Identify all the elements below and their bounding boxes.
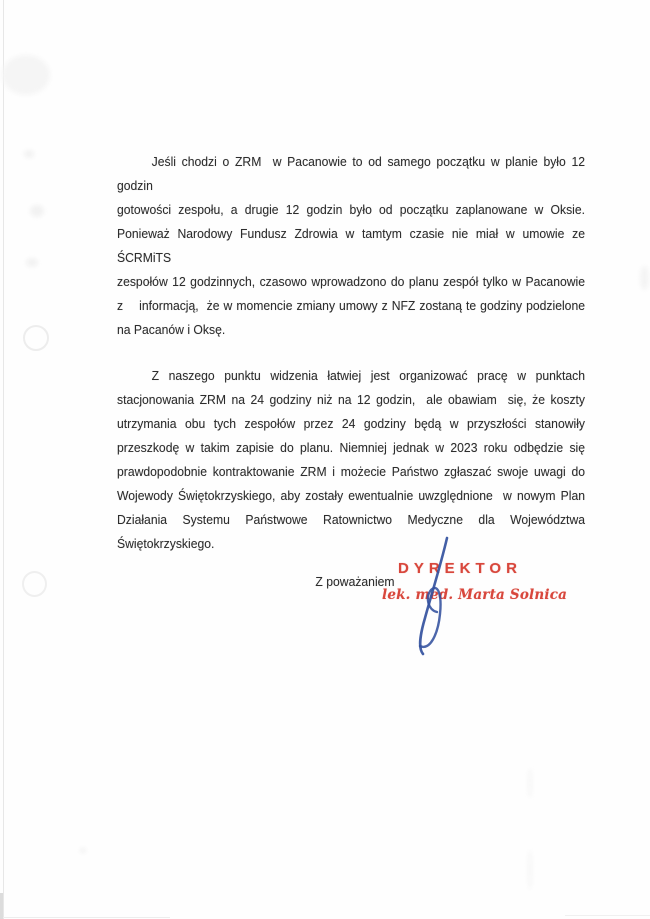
closing-salutation: Z poważaniem	[315, 574, 395, 589]
punch-hole-mark	[22, 571, 47, 597]
letter-line: Ponieważ Narodowy Fundusz Zdrowia w tamtym czasie nie miał w umowie ze ŚCRMiTS	[117, 226, 585, 265]
paragraph-1	[117, 150, 585, 342]
letter-line: Z naszego punktu widzenia łatwiej jest organizować pracę w punktach	[151, 368, 585, 383]
letter-line: gotowości zespołu, a drugie 12 godzin było od początku zaplanowane w Oksie.	[117, 202, 585, 217]
punch-hole-mark	[23, 325, 49, 351]
letter-line: Jeśli chodzi o ZRM w Pacanowie to od samego początku w planie było 12 godzin	[117, 154, 585, 193]
scan-artifact-smudge	[26, 258, 38, 267]
letter-body	[117, 150, 585, 594]
scan-artifact-smudge	[24, 150, 34, 158]
scan-edge-line	[565, 915, 650, 916]
letter-line: utrzymania obu tych zespołów przez 24 godziny będą w przyszłości stanowiły	[117, 416, 585, 431]
letter-line: zespołów 12 godzinnych, czasowo wprowadzono do planu zespół tylko w Pacanowie	[117, 274, 585, 289]
letter-line: prawdopodobnie kontraktowanie ZRM i możecie Państwo zgłaszać swoje uwagi do	[117, 464, 585, 479]
letter-line: Świętokrzyskiego.	[117, 536, 215, 551]
letter-line: Wojewody Świętokrzyskiego, aby zostały ewentualnie uwzględnione w nowym Plan	[117, 488, 585, 503]
scan-edge-line	[0, 893, 3, 919]
scan-artifact-smudge	[80, 848, 86, 853]
scan-artifact-smudge	[2, 55, 50, 95]
scan-artifact-smudge	[30, 205, 44, 217]
scan-edge-line	[3, 0, 4, 919]
scan-artifact-smudge	[640, 266, 649, 290]
letter-line: na Pacanów i Oksę.	[117, 322, 226, 337]
letter-line: Działania Systemu Państwowe Ratownictwo Medyczne dla Województwa	[117, 512, 585, 527]
scan-artifact-smudge	[528, 768, 532, 798]
letter-line: stacjonowania ZRM na 24 godziny niż na 12 godzin, ale obawiam się, że koszty	[117, 392, 585, 407]
letter-line: z informacją, że w momencie zmiany umowy z NFZ zostaną te godziny podzielone	[117, 298, 585, 313]
scan-edge-line	[0, 917, 170, 918]
handwritten-signature-ink	[405, 530, 465, 660]
paragraph-2	[117, 364, 585, 556]
director-stamp-title: DYREKTOR	[398, 560, 522, 577]
letter-line: przeszkodę w takim zapisie do planu. Niemniej jednak w 2023 roku odbędzie się	[117, 440, 585, 455]
scan-artifact-smudge	[528, 850, 532, 890]
director-stamp-name: lek. med. Marta Solnica	[382, 587, 568, 603]
